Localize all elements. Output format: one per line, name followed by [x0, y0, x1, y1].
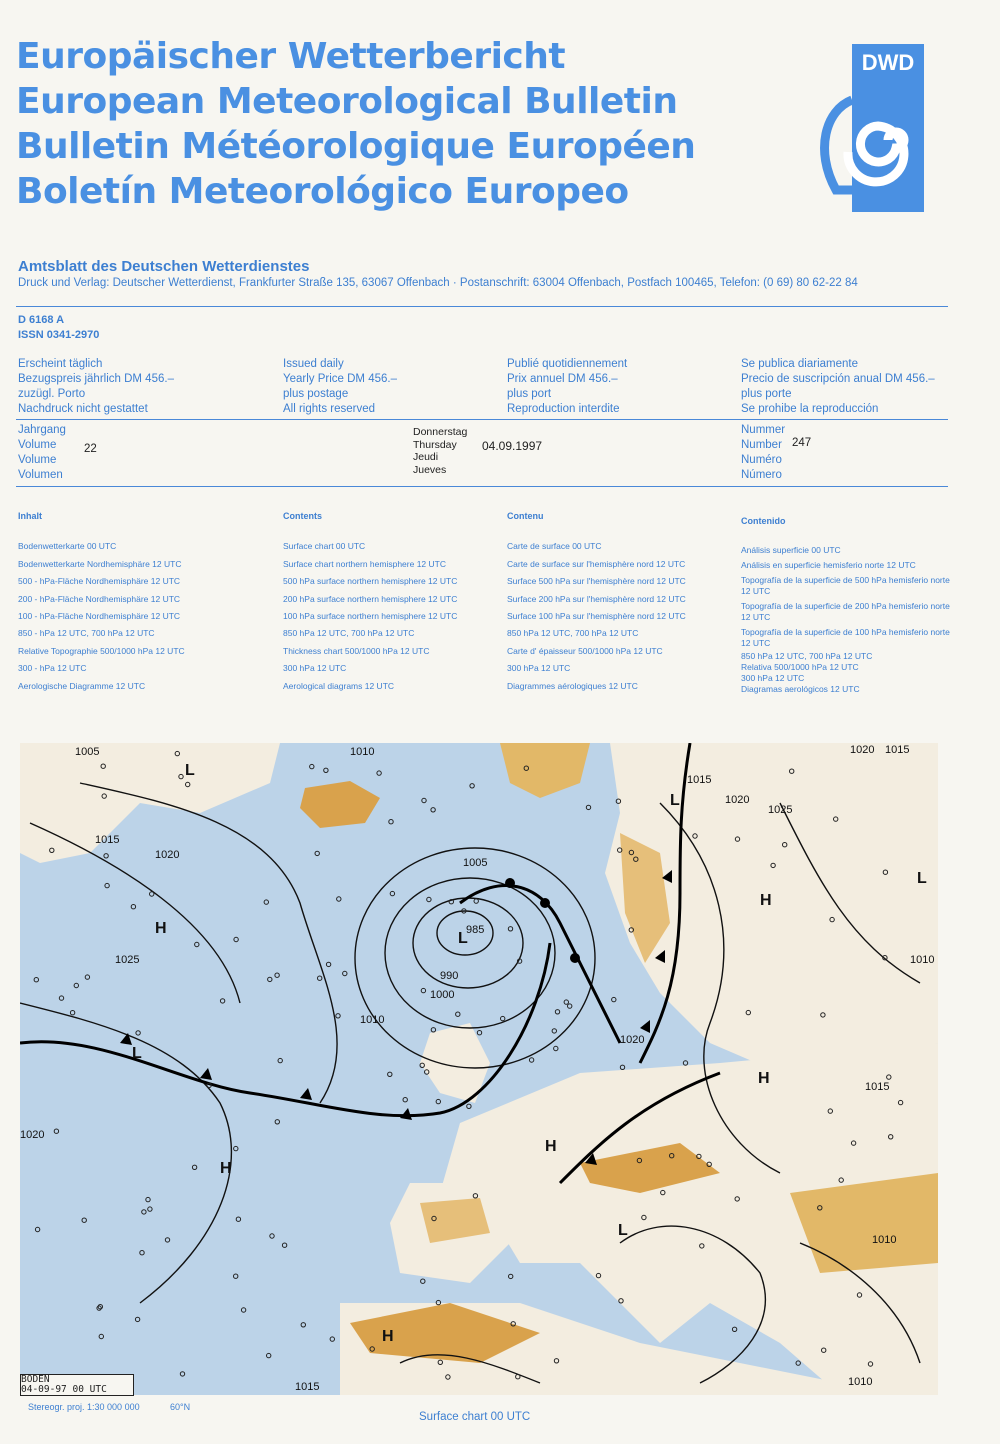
contents-heading: Contenido	[741, 516, 786, 526]
contents-item: 500 hPa surface northern hemisphere 12 UTC	[283, 576, 458, 587]
notice-line: plus postage	[283, 388, 349, 400]
isobar-label: 1020	[20, 1129, 45, 1141]
contents-item: 850 hPa 12 UTC, 700 hPa 12 UTC	[507, 628, 639, 639]
contents-item: 300 hPa 12 UTC	[507, 663, 571, 674]
title-german: Europäischer Wetterbericht	[16, 36, 566, 77]
weekday: Jueves	[413, 463, 447, 476]
surface-weather-map	[20, 743, 938, 1395]
isobar-label: 1010	[872, 1234, 897, 1246]
publisher-address: Druck und Verlag: Deutscher Wetterdienst, Frankfurter Straße 135, 63067 Offenbach · Postanschrift: 63004 Offenbach, Postfach 100465, Telefon: (0 69) 80 62-22 84	[18, 277, 858, 289]
contents-item: Carte de surface 00 UTC	[507, 541, 602, 552]
weekday: Donnerstag	[413, 426, 468, 438]
contents-es	[741, 508, 953, 695]
contents-heading: Inhalt	[18, 511, 42, 521]
isobar-label: 1015	[865, 1081, 890, 1093]
issue-number: 247	[792, 437, 812, 449]
contents-item: 200 - hPa-Fläche Nordhemisphäre 12 UTC	[18, 593, 181, 604]
contents-item: Relative Topographie 500/1000 hPa 12 UTC	[18, 645, 185, 656]
contents-fr	[507, 508, 686, 695]
notice-line: All rights reserved	[283, 403, 376, 415]
volume-label: Volumen	[18, 469, 63, 481]
contents-item: 300 hPa 12 UTC	[741, 672, 805, 683]
publisher-block	[18, 258, 953, 289]
notice-line: Reproduction interdite	[507, 403, 620, 415]
dwd-logo	[806, 40, 926, 215]
issue-date: 04.09.1997	[482, 439, 543, 453]
volume-label: Volume	[18, 439, 57, 451]
isobar-label: 1015	[295, 1381, 320, 1393]
contents-item: Carte d' épaisseur 500/1000 hPa 12 UTC	[507, 645, 663, 656]
notice-line: Nachdruck nicht gestattet	[18, 403, 148, 415]
pressure-center: L	[618, 1222, 628, 1239]
notice-line: Publié quotidiennement	[507, 358, 628, 370]
pressure-center: L	[185, 762, 195, 779]
notice-line: Bezugspreis jährlich DM 456.–	[18, 373, 174, 385]
contents-heading: Contents	[283, 511, 322, 521]
notice-line: Se prohibe la reproducción	[741, 403, 879, 415]
isobar-label: 1020	[155, 849, 180, 861]
contents-heading: Contenu	[507, 511, 544, 521]
isobar-label: 1015	[687, 774, 712, 786]
isobar-label: 1010	[910, 954, 935, 966]
pressure-center: H	[758, 1070, 770, 1087]
weekday: Thursday	[413, 438, 457, 451]
contents-item: Bodenwetterkarte 00 UTC	[18, 541, 117, 552]
contents-item: Topografía de la superficie de 200 hPa hemisferio norte 12 UTC	[741, 600, 950, 622]
isobar-label: 1005	[463, 857, 488, 869]
contents-item: Surface chart northern hemisphere 12 UTC	[283, 558, 446, 569]
contents-item: 500 - hPa-Fläche Nordhemisphäre 12 UTC	[18, 576, 181, 587]
notices-en	[283, 357, 397, 417]
contents-item: Aerologische Diagramme 12 UTC	[18, 680, 146, 691]
isobar-label: 1025	[115, 954, 140, 966]
isobar-label: 1015	[885, 744, 910, 756]
stamp-line: BODEN	[21, 1374, 50, 1385]
pressure-center: H	[220, 1160, 232, 1177]
contents-item: Análisis superficie 00 UTC	[741, 545, 841, 556]
notice-line: Yearly Price DM 456.–	[283, 373, 397, 385]
pressure-center: L	[458, 930, 468, 947]
title-english: European Meteorological Bulletin	[16, 81, 678, 122]
map-caption: Surface chart 00 UTC	[419, 1411, 531, 1423]
isobar-label: 1025	[768, 804, 793, 816]
notice-line: Erscheint täglich	[18, 358, 103, 370]
contents-item: 300 - hPa 12 UTC	[18, 663, 87, 674]
contents-item: Análisis en superficie hemisferio norte 12 UTC	[741, 559, 916, 570]
contents-item: Topografía de la superficie de 500 hPa hemisferio norte 12 UTC	[741, 574, 950, 596]
notice-line: zuzügl. Porto	[18, 388, 86, 400]
contents-item: 100 hPa surface northern hemisphere 12 UTC	[283, 611, 458, 622]
logo-text: DWD	[861, 50, 915, 75]
contents-item: Relativa 500/1000 hPa 12 UTC	[741, 661, 859, 672]
isobar-label: 990	[440, 970, 459, 982]
isobar-label: 1020	[850, 744, 875, 756]
volume-label: Jahrgang	[18, 424, 66, 436]
isobar-label: 1020	[725, 794, 750, 806]
notice-line: Issued daily	[283, 358, 344, 370]
pressure-center: L	[917, 870, 927, 887]
contents-item: Surface 100 hPa sur l'hemisphère nord 12 UTC	[507, 611, 686, 622]
isobar-label: 1010	[350, 746, 375, 758]
projection-note: Stereogr. proj. 1:30 000 000	[28, 1402, 140, 1412]
notices-de	[18, 357, 174, 417]
number-labels	[741, 423, 785, 483]
divider	[16, 486, 948, 487]
volume-labels	[18, 423, 66, 483]
weekday-block	[413, 426, 467, 476]
isobar-label: 1010	[360, 1014, 385, 1026]
number-label: Numéro	[741, 454, 782, 466]
divider	[16, 419, 948, 420]
contents-item: Bodenwetterkarte Nordhemisphäre 12 UTC	[18, 558, 182, 569]
pressure-center: H	[382, 1328, 394, 1345]
contents-item: Aerological diagrams 12 UTC	[283, 680, 395, 691]
contents-item: Surface 500 hPa sur l'hemisphère nord 12 UTC	[507, 576, 686, 587]
contents-item: 850 hPa 12 UTC, 700 hPa 12 UTC	[741, 650, 873, 661]
notice-line: Se publica diariamente	[741, 358, 858, 370]
isobar-label: 1005	[75, 746, 100, 758]
d-number: D 6168 A	[18, 314, 65, 326]
notice-line: plus porte	[741, 388, 792, 400]
contents-item: Surface 200 hPa sur l'hemisphère nord 12 UTC	[507, 593, 686, 604]
chart-stamp	[20, 1374, 134, 1396]
contents-item: Diagrammes aérologiques 12 UTC	[507, 680, 638, 691]
contents-item: Surface chart 00 UTC	[283, 541, 366, 552]
publisher-title: Amtsblatt des Deutschen Wetterdienstes	[18, 258, 310, 275]
isobar-label: 985	[466, 924, 485, 936]
pressure-center: L	[670, 792, 680, 809]
title-spanish: Boletín Meteorológico Europeo	[16, 171, 629, 212]
notices-fr	[507, 357, 627, 417]
number-label: Number	[741, 439, 782, 451]
stamp-line: 04-09-97 00 UTC	[21, 1384, 107, 1395]
contents-item: 850 - hPa 12 UTC, 700 hPa 12 UTC	[18, 628, 155, 639]
contents-item: 100 - hPa-Fläche Nordhemisphäre 12 UTC	[18, 611, 181, 622]
notice-line: Prix annuel DM 456.–	[507, 373, 618, 385]
contents-item: 200 hPa surface northern hemisphere 12 UTC	[283, 593, 458, 604]
id-block	[18, 313, 99, 343]
contents-item: Thickness chart 500/1000 hPa 12 UTC	[283, 645, 430, 656]
notices-es	[741, 357, 935, 417]
issn: ISSN 0341-2970	[18, 329, 100, 341]
isobar-label: 1020	[620, 1034, 645, 1046]
number-label: Nummer	[741, 424, 786, 436]
contents-item: Topografía de la superficie de 100 hPa hemisferio norte 12 UTC	[741, 626, 950, 648]
number-label: Número	[741, 469, 782, 481]
contents-item: Diagramas aerológicos 12 UTC	[741, 683, 860, 694]
contents-item: 300 hPa 12 UTC	[283, 663, 347, 674]
isobar-label: 1010	[848, 1376, 873, 1388]
pressure-center: H	[545, 1138, 557, 1155]
pressure-center: H	[760, 892, 772, 909]
notice-line: plus port	[507, 388, 552, 400]
latitude-note: 60°N	[170, 1402, 191, 1412]
contents-item: 850 hPa 12 UTC, 700 hPa 12 UTC	[283, 628, 415, 639]
isobar-label: 1015	[95, 834, 120, 846]
pressure-center: L	[132, 1045, 142, 1062]
contents-item: Carte de surface sur l'hemisphère nord 12 UTC	[507, 558, 686, 569]
weekday: Jeudi	[413, 451, 439, 463]
volume-label: Volume	[18, 454, 57, 466]
title-block	[16, 34, 695, 214]
title-french: Bulletin Météorologique Européen	[16, 126, 696, 167]
contents-en	[283, 508, 457, 695]
isobar-label: 1000	[430, 989, 455, 1001]
volume-value: 22	[84, 443, 97, 455]
notice-line: Precio de suscripción anual DM 456.–	[741, 373, 935, 385]
divider	[16, 306, 948, 307]
pressure-center: H	[155, 920, 167, 937]
contents-de	[18, 508, 185, 695]
